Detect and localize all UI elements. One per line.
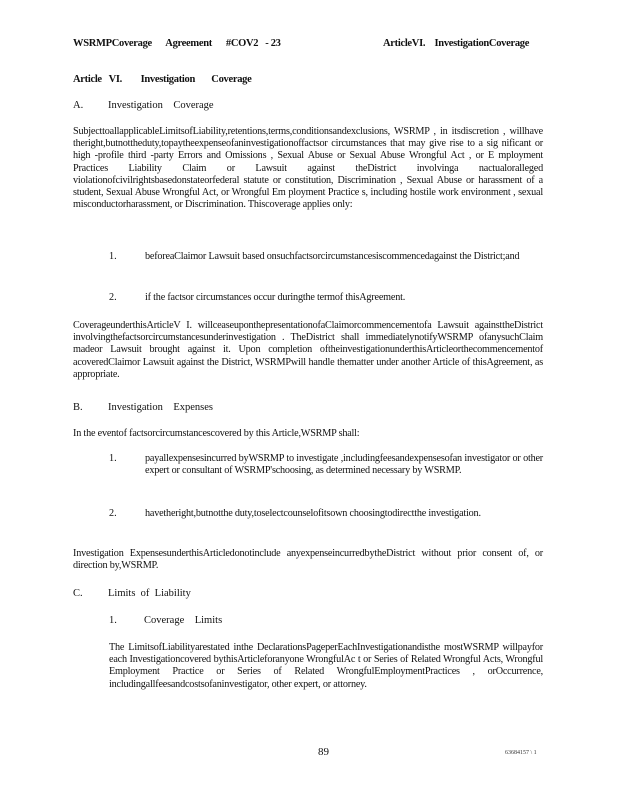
section-b-letter: B. bbox=[73, 402, 83, 413]
list-item-text: beforeaClaimor Lawsuit based onsuchfactsorcircumstancesiscommencedagainst the District;and bbox=[145, 251, 520, 262]
list-item-number: 2. bbox=[109, 292, 117, 303]
subsection-title: Coverage Limits bbox=[144, 615, 223, 626]
list-item-number: 2. bbox=[109, 508, 117, 519]
section-b-item-1 bbox=[73, 453, 543, 477]
list-item-text: payallexpensesincurred byWSRMP to investigate ,includingfeesandexpensesofan investigator or other expert or consultant of WSRMP'schoosing, as determined necessary by WSRMP. bbox=[145, 453, 543, 477]
list-item-text: if the factsor circumstances occur duringthe termof thisAgreement. bbox=[145, 292, 406, 303]
section-b-paragraph: Investigation ExpensesunderthisArticledonotinclude anyexpenseincurredbytheDistrict without prior consent of, or direction by,WSRMP. bbox=[73, 548, 543, 572]
article-title: Article VI. Investigation Coverage bbox=[73, 74, 252, 85]
section-c-heading bbox=[73, 588, 191, 599]
section-a-item-2 bbox=[73, 292, 543, 304]
section-a-title: Investigation Coverage bbox=[108, 100, 214, 111]
list-item-number: 1. bbox=[109, 251, 117, 262]
list-item-number: 1. bbox=[109, 453, 117, 464]
section-a-letter: A. bbox=[73, 100, 84, 111]
section-b-intro: In the eventof factsorcircumstancescovered by this Article,WSRMP shall: bbox=[73, 428, 360, 439]
section-b-heading bbox=[73, 402, 213, 413]
section-c-title: Limits of Liability bbox=[108, 588, 191, 599]
section-a-item-1 bbox=[73, 251, 543, 263]
section-a-paragraph-2: CoverageunderthisArticleV I. willceaseuponthepresentationofaClaimorcommencementofa Lawsuit againsttheDistrict involvingthefactsorcircumstancesunderinvestigation . TheDistrict shall immediatelynotifyWSRMP ofanysuchClaim madeor Lawsuit brought against it. Upon completion oftheinvestigationunderthisArticleorthecommencementof acoveredClaimor Lawsuit against the District, WSRMPwill handle thematter under another Article of thisAgreement, as appropriate. bbox=[73, 320, 543, 380]
section-b-item-2 bbox=[73, 508, 543, 520]
section-c-paragraph: The LimitsofLiabilityarestated inthe DeclarationsPageperEachInvestigationandisthe mostWSRMP willpayfor each Investigationcovered bythisArticleforanyone WrongfulAc t or Series of Related Wrongful Acts, Wrongful Employment Practice or Series of Related WrongfulEmploymentPractices , orOccurrence, includingallfeesandcostsofaninvestigator, other expert, or attorney. bbox=[109, 642, 543, 690]
section-c-subheading bbox=[109, 615, 222, 626]
running-header-left: WSRMPCoverage Agreement #COV2 - 23 bbox=[73, 38, 281, 49]
list-item-text: havetheright,butnotthe duty,toselectcounselofitsown choosingtodirectthe investigation. bbox=[145, 508, 481, 519]
section-c-letter: C. bbox=[73, 588, 83, 599]
section-a-paragraph: SubjecttoallapplicableLimitsofLiability,retentions,terms,conditionsandexclusions, WSRMP , in itsdiscretion , willhave theright,butnottheduty,topaytheexpenseofaninvestigationoffactsor circumstances that may give rise to a sig nificant or high -profile third -party Errors and Omissions , Sexual Abuse or Sexual Abuse Wrongful Act , or E mployment Practices Liability Claim or Lawsuit against theDistrict involvinga nactualoralleged violationofcivilrightsbasedonstateorfederal statute or constitution, Discrimination , Sexual Abuse or harassment of a student, Sexual Abuse Wrongful Act, or Wrongful Em ployment Practice s, including hostile work environment , sexual misconductorharassment, or Discrimination. Thiscoverage applies only: bbox=[73, 126, 543, 211]
subsection-number: 1. bbox=[109, 615, 117, 626]
section-a-heading bbox=[73, 100, 214, 111]
page-number: 89 bbox=[318, 746, 329, 758]
document-id: 63684157 \ 1 bbox=[505, 750, 537, 756]
section-b-title: Investigation Expenses bbox=[108, 402, 213, 413]
running-header-right: ArticleVI. InvestigationCoverage bbox=[383, 38, 530, 49]
